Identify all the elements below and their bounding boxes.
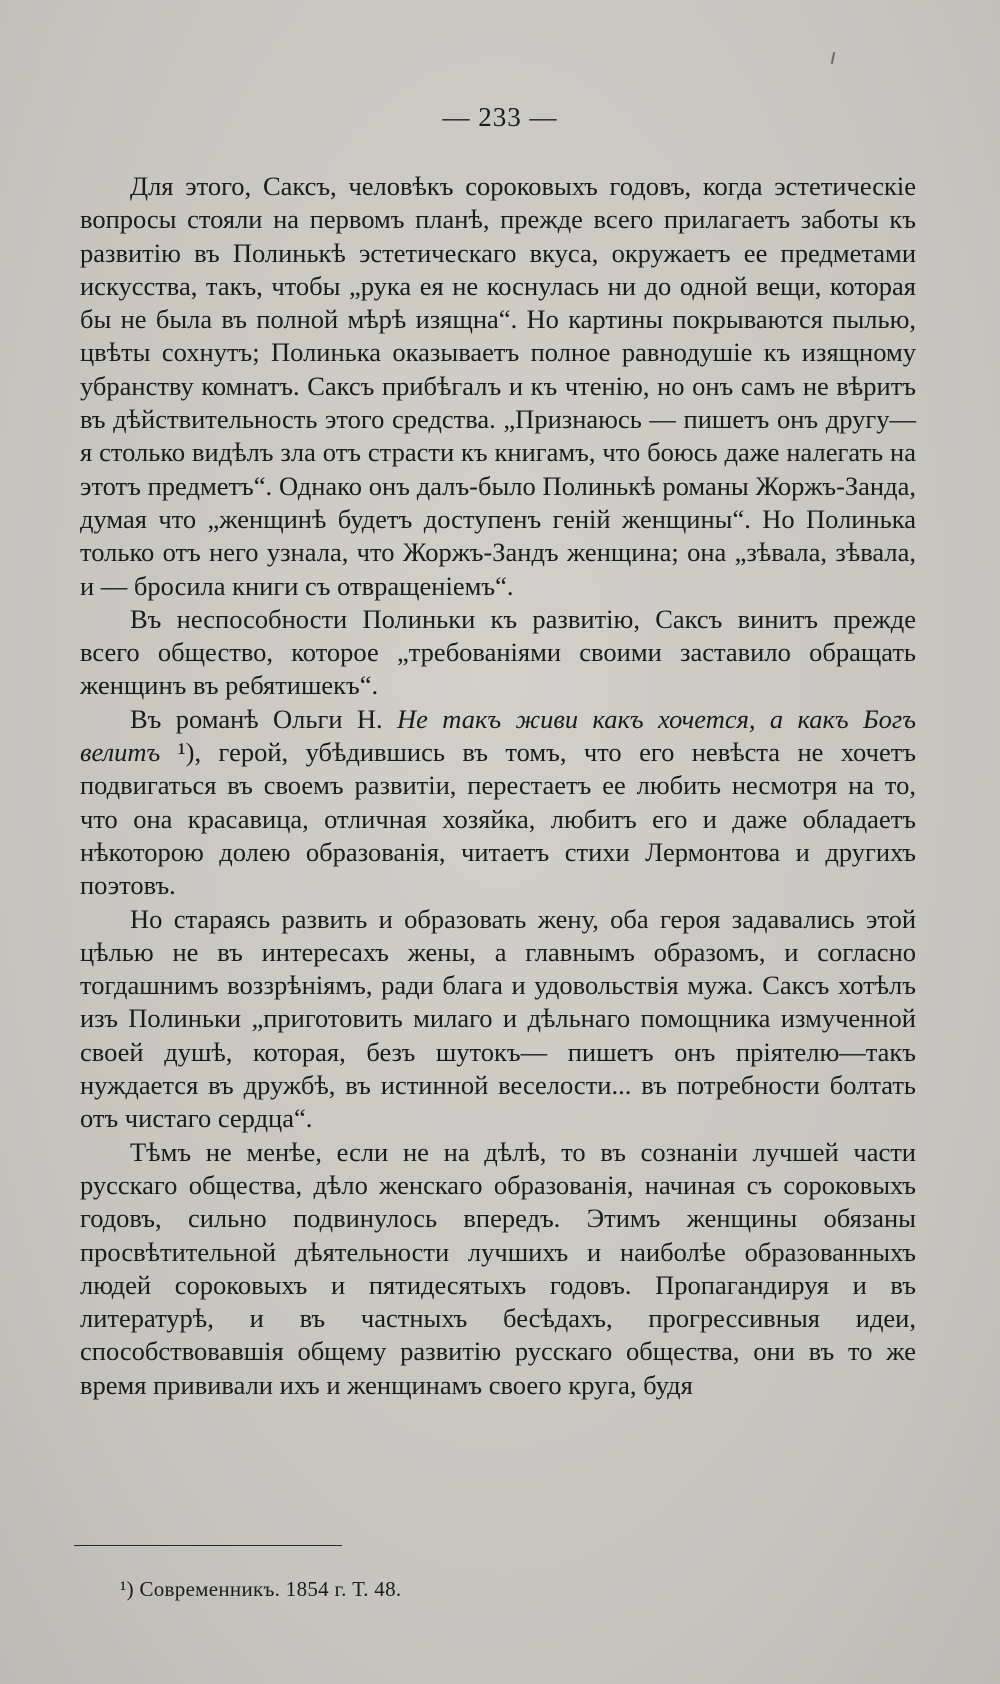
paragraph bbox=[80, 1136, 916, 1402]
paragraph-text: Но стараясь развить и образовать жену, оба героя задавались этой цѣлью не въ интересахъ жены, а главнымъ образомъ, и согласно тогдашнимъ воззрѣніямъ, ради блага и удовольствія мужа. Саксъ хотѣлъ изъ Полиньки „приготовить милаго и дѣльнаго помощника измученной своей душѣ, которая, безъ шутокъ— пишетъ онъ пріятелю—такъ нуждается въ дружбѣ, въ истинной веселости... въ потребности болтать отъ чистаго сердца“. bbox=[80, 903, 916, 1134]
paragraph bbox=[80, 703, 916, 903]
paragraph-text: ¹), герой, убѣдившись въ томъ, что его невѣста не хочетъ подвигаться въ своемъ развитіи, перестаетъ ее любить несмотря на то, что она красавица, отличная хозяйка, любитъ его и даже обладаетъ нѣкоторою долею образованія, читаетъ стихи Лермонтова и другихъ поэтовъ. bbox=[80, 737, 916, 901]
body-text bbox=[80, 170, 916, 1402]
page-number: — 233 — bbox=[442, 102, 558, 132]
paragraph bbox=[80, 903, 916, 1136]
footnote-divider bbox=[74, 1545, 342, 1546]
ink-mark bbox=[831, 52, 835, 64]
paragraph bbox=[80, 603, 916, 703]
paragraph-text: Тѣмъ не менѣе, если не на дѣлѣ, то въ сознаніи лучшей части русскаго общества, дѣло женскаго образованія, начиная съ сороковыхъ годовъ, сильно подвинулось впередъ. Этимъ женщины обязаны просвѣтительной дѣятельности лучшихъ и наиболѣе образованныхъ людей сороковыхъ и пятидесятыхъ годовъ. Пропагандируя и въ литературѣ, и въ частныхъ бесѣдахъ, прогрессивныя идеи, способствовавшія общему развитію русскаго общества, они въ то же время прививали ихъ и женщинамъ своего круга, будя bbox=[80, 1136, 916, 1400]
footnote bbox=[120, 1577, 401, 1602]
paragraph bbox=[80, 170, 916, 603]
footnote-text: Современникъ. 1854 г. Т. 48. bbox=[133, 1577, 402, 1601]
book-title-italic: Не такъ живи какъ хочется, а какъ Богъ велитъ bbox=[80, 703, 916, 768]
footnote-marker: ¹) bbox=[120, 1577, 134, 1601]
paragraph-text: Въ романѣ Ольги Н. bbox=[130, 703, 397, 734]
paragraph-text: Въ неспособности Полиньки къ развитію, Саксъ винитъ прежде всего общество, которое „требованіями своими заставило обращать женщинъ въ ребятишекъ“. bbox=[80, 603, 916, 701]
paragraph-text: Для этого, Саксъ, человѣкъ сороковыхъ годовъ, когда эстетическіе вопросы стояли на первомъ планѣ, прежде всего прилагаетъ заботы къ развитію въ Полинькѣ эстетическаго вкуса, окружаетъ ее предметами искусства, такъ, чтобы „рука ея не коснулась ни до одной вещи, которая бы не была въ полной мѣрѣ изящна“. Но картины покрываются пылью, цвѣты сохнутъ; Полинька оказываетъ полное равнодушіе къ изящному убранству комнатъ. Саксъ прибѣгалъ и къ чтенію, но онъ самъ не вѣритъ въ дѣйствительность этого средства. „Признаюсь — пишетъ онъ другу—я столько видѣлъ зла отъ страсти къ книгамъ, что боюсь даже налегать на этотъ предметъ“. Однако онъ далъ-было Полинькѣ романы Жоржъ-Занда, думая что „женщинѣ будетъ доступенъ геній женщины“. Но Полинька только отъ него узнала, что Жоржъ-Зандъ женщина; она „зѣвала, зѣвала, и — бросила книги съ отвращеніемъ“. bbox=[80, 171, 916, 601]
